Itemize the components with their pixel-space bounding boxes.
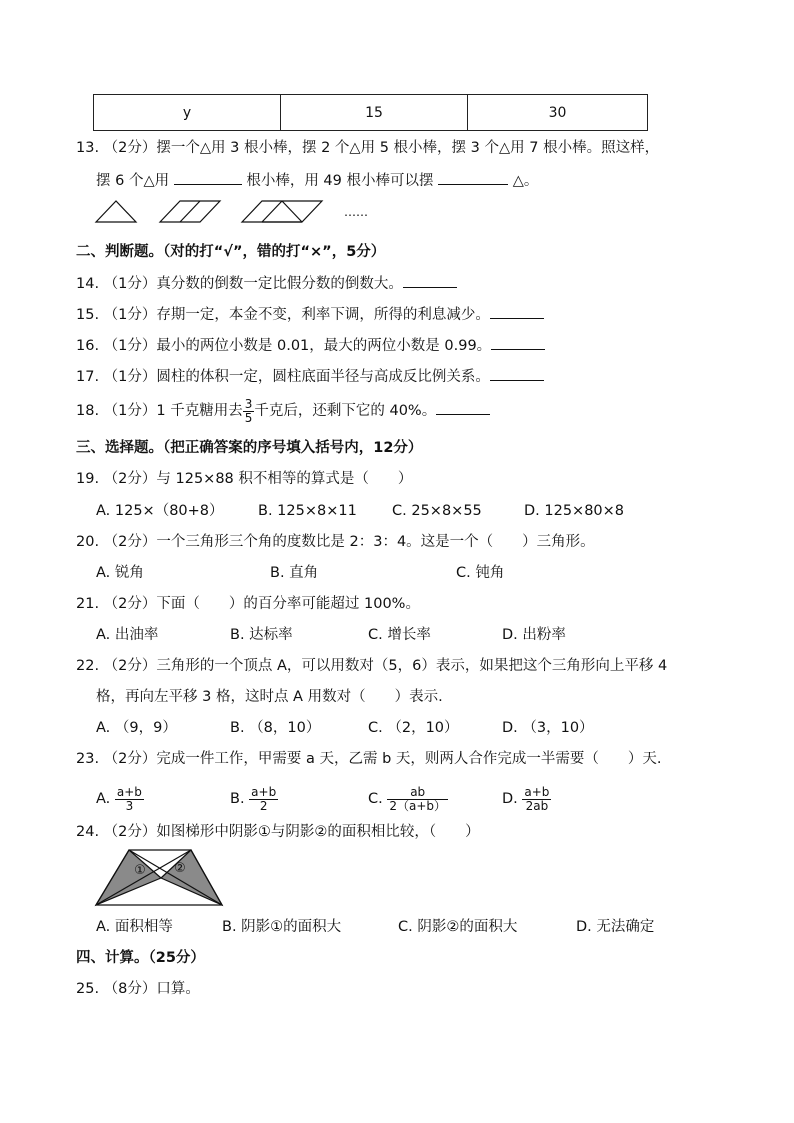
option-label: C. [368, 791, 383, 807]
table-row [94, 95, 648, 131]
option-b[interactable] [230, 782, 278, 816]
question-16 [76, 335, 545, 355]
triangle-row-outline [242, 201, 322, 222]
option-a[interactable]: A. 出油率 [96, 627, 159, 643]
shaded-region-1 [96, 850, 161, 905]
question-13-line1: 13. （2分）摆一个△用 3 根小棒，摆 2 个△用 5 根小棒，摆 3 个△用 7 根小棒。照这样， [76, 140, 660, 156]
option-b[interactable]: B. 达标率 [230, 627, 293, 643]
question-16-text: 16. （1分）最小的两位小数是 0.01，最大的两位小数是 0.99。 [76, 338, 492, 354]
option-d[interactable]: D. 出粉率 [502, 627, 566, 643]
answer-blank[interactable] [174, 170, 242, 185]
triangle-1 [96, 201, 136, 222]
question-14 [76, 273, 457, 293]
fraction-denominator: 2ab [522, 799, 551, 813]
question-23: 23. （2分）完成一件工作，甲需要 a 天，乙需 b 天，则两人合作完成一半需要（ ）天. [76, 751, 662, 767]
option-c[interactable] [368, 782, 448, 816]
question-20: 20. （2分）一个三角形三个角的度数比是 2：3：4。这是一个（ ）三角形。 [76, 534, 595, 550]
shaded-region-2 [161, 850, 222, 905]
question-13-text-c: △。 [512, 173, 539, 189]
fraction-denominator: 2 [249, 799, 278, 813]
option-c[interactable]: C. 增长率 [368, 627, 431, 643]
question-21: 21. （2分）下面（ ）的百分率可能超过 100%。 [76, 596, 420, 612]
option-c[interactable]: C. 25×8×55 [392, 503, 482, 519]
fraction-numerator: a+b [116, 784, 142, 799]
option-c[interactable]: C. （2，10） [368, 720, 459, 736]
fraction-numerator: a+b [251, 784, 277, 799]
option-a[interactable]: A. （9，9） [96, 720, 177, 736]
triangle-pattern-figure [94, 198, 334, 224]
option-label: A. [96, 791, 111, 807]
option-d[interactable]: D. （3，10） [502, 720, 594, 736]
option-a[interactable]: A. 面积相等 [96, 919, 173, 935]
answer-blank[interactable] [491, 335, 545, 350]
question-22-line2: 格，再向左平移 3 格，这时点 A 用数对（ ）表示. [96, 689, 443, 705]
fraction [115, 786, 144, 813]
option-label: D. [502, 791, 518, 807]
option-b[interactable]: B. 125×8×11 [258, 503, 357, 519]
trapezoid-figure [94, 848, 224, 908]
fraction-denominator: 2（a+b） [389, 798, 447, 813]
question-19: 19. （2分）与 125×88 积不相等的算式是（ ） [76, 471, 413, 487]
question-13-line2 [96, 170, 538, 190]
fraction-numerator: a+b [524, 784, 550, 799]
question-18-text-b: 千克后，还剩下它的 40%。 [254, 403, 437, 419]
option-a[interactable]: A. 125×（80+8） [96, 503, 224, 519]
option-a[interactable]: A. 锐角 [96, 565, 144, 581]
table-cell-2: 30 [468, 95, 648, 131]
option-b[interactable]: B. （8，10） [230, 720, 321, 736]
answer-blank[interactable] [438, 170, 508, 185]
option-c[interactable]: C. 钝角 [456, 565, 505, 581]
fraction [249, 786, 278, 813]
option-label: B. [230, 791, 245, 807]
answer-blank[interactable] [490, 304, 544, 319]
fraction [243, 398, 255, 425]
question-18-text-a: 18. （1分）1 千克糖用去 [76, 403, 243, 419]
question-13-text-b: 根小棒，用 49 根小棒可以摆 [246, 173, 434, 189]
fraction [522, 786, 551, 813]
answer-blank[interactable] [403, 273, 457, 288]
section-3-title: 三、选择题。（把正确答案的序号填入括号内，12分） [76, 440, 423, 456]
section-2-title: 二、判断题。（对的打“√”，错的打“×”，5分） [76, 244, 386, 260]
question-17 [76, 366, 544, 386]
option-d[interactable]: D. 125×80×8 [524, 503, 625, 519]
question-17-text: 17. （1分）圆柱的体积一定，圆柱底面半径与高成反比例关系。 [76, 369, 490, 385]
option-c[interactable]: C. 阴影②的面积大 [398, 919, 518, 935]
option-d[interactable]: D. 无法确定 [576, 919, 655, 935]
question-24: 24. （2分）如图梯形中阴影①与阴影②的面积相比较，（ ） [76, 824, 480, 840]
question-25: 25. （8分）口算。 [76, 981, 200, 997]
question-14-text: 14. （1分）真分数的倒数一定比假分数的倒数大。 [76, 276, 403, 292]
option-b[interactable]: B. 阴影①的面积大 [222, 919, 342, 935]
fraction [387, 786, 448, 813]
question-15 [76, 304, 544, 324]
question-15-text: 15. （1分）存期一定，本金不变，利率下调，所得的利息减少。 [76, 307, 490, 323]
option-a[interactable] [96, 782, 144, 816]
question-13-text-a: 摆 6 个△用 [96, 173, 170, 189]
fraction-denominator: 5 [244, 410, 253, 425]
section-4-title: 四、计算。（25分） [76, 950, 205, 966]
fraction-numerator: 3 [244, 396, 253, 411]
values-table [93, 94, 648, 131]
table-cell-1: 15 [281, 95, 468, 131]
question-18 [76, 397, 490, 425]
answer-blank[interactable] [490, 366, 544, 381]
shade-label-1: ① [134, 863, 146, 878]
question-22-line1: 22. （2分）三角形的一个顶点 A，可以用数对（5，6）表示，如果把这个三角形向上平移 4 [76, 658, 668, 674]
fraction-numerator: ab [410, 784, 426, 799]
option-d[interactable] [502, 782, 551, 816]
pattern-ellipsis: …… [344, 205, 368, 219]
option-b[interactable]: B. 直角 [270, 565, 319, 581]
answer-blank[interactable] [436, 400, 490, 415]
fraction-denominator: 3 [115, 799, 144, 813]
shade-label-2: ② [174, 861, 186, 876]
table-row-label: y [94, 95, 281, 131]
